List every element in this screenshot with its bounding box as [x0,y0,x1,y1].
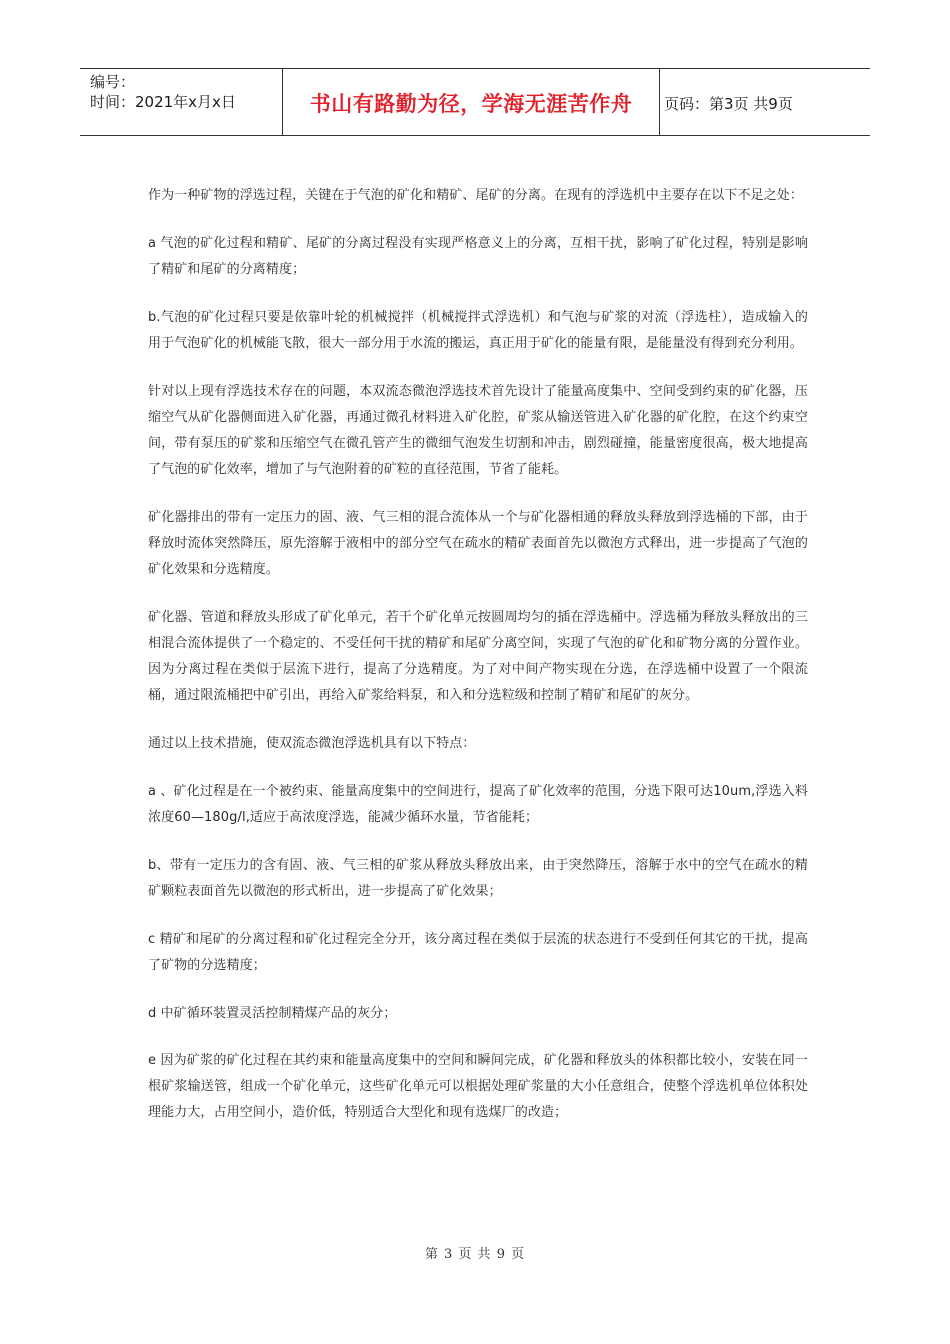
body-paragraph: b.气泡的矿化过程只要是依靠叶轮的机械搅拌（机械搅拌式浮选机）和气泡与矿浆的对流（浮选柱），造成输入的用于气泡矿化的机械能飞散，很大一部分用于水流的搬运，真正用于矿化的能量有限，是能量没有得到充分利用。 [148,310,808,351]
body-paragraph: 作为一种矿物的浮选过程，关键在于气泡的矿化和精矿、尾矿的分离。在现有的浮选机中主要存在以下不足之处： [148,188,804,203]
page-footer: 第 3 页 共 9 页 [424,1247,526,1262]
body-paragraph: d 中矿循环装置灵活控制精煤产品的灰分； [148,1006,397,1021]
body-paragraph: 矿化器排出的带有一定压力的固、液、气三相的混合流体从一个与矿化器相通的释放头释放到浮选桶的下部，由于释放时流体突然降压，原先溶解于液相中的部分空气在疏水的精矿表面首先以微泡方式释出，进一步提高了气泡的矿化效果和分选精度。 [148,510,808,577]
body-paragraph: 通过以上技术措施，使双流态微泡浮选机具有以下特点： [148,736,476,751]
header-meta-cell [80,69,282,135]
body-paragraph: 矿化器、管道和释放头形成了矿化单元，若干个矿化单元按圆周均匀的插在浮选桶中。浮选桶为释放头释放出的三相混合流体提供了一个稳定的、不受任何干扰的精矿和尾矿分离空间，实现了气泡的矿化和矿物分离的分置作业。因为分离过程在类似于层流下进行，提高了分选精度。为了对中间产物实现在分选，在浮选桶中设置了一个限流桶，通过限流桶把中矿引出，再给入矿浆给料泵，和入和分选粒级和控制了精矿和尾矿的灰分。 [148,610,808,703]
document-number-label: 编号： [90,73,136,91]
header-motto: 书山有路勤为径，学海无涯苦作舟 [309,91,633,116]
header-page-info: 页码：第3页 共9页 [664,94,793,113]
body-paragraph: a 气泡的矿化过程和精矿、尾矿的分离过程没有实现严格意义上的分离，互相干扰，影响了矿化过程，特别是影响了精矿和尾矿的分离精度； [148,236,808,277]
document-date-label: 时间：2021年x月x日 [90,93,236,111]
body-paragraph: c 精矿和尾矿的分离过程和矿化过程完全分开，该分离过程在类似于层流的状态进行不受到任何其它的干扰，提高了矿物的分选精度； [148,932,808,973]
header-motto-cell [282,69,660,135]
body-paragraph: e 因为矿浆的矿化过程在其约束和能量高度集中的空间和瞬间完成，矿化器和释放头的体积都比较小，安装在同一根矿浆输送管，组成一个矿化单元，这些矿化单元可以根据处理矿浆量的大小任意组合，使整个浮选机单位体积处理能力大，占用空间小，造价低，特别适合大型化和现有选煤厂的改造； [148,1053,808,1120]
document-body [148,183,808,1148]
body-paragraph: 针对以上现有浮选技术存在的问题，本双流态微泡浮选技术首先设计了能量高度集中、空间受到约束的矿化器，压缩空气从矿化器侧面进入矿化器，再通过微孔材料进入矿化腔，矿浆从输送管进入矿化器的矿化腔，在这个约束空间，带有泵压的矿浆和压缩空气在微孔管产生的微细气泡发生切割和冲击，剧烈碰撞，能量密度很高，极大地提高了气泡的矿化效率，增加了与气泡附着的矿粒的直径范围，节省了能耗。 [148,384,808,477]
page-header [80,68,870,136]
body-paragraph: b、带有一定压力的含有固、液、气三相的矿浆从释放头释放出来，由于突然降压，溶解于水中的空气在疏水的精矿颗粒表面首先以微泡的形式析出，进一步提高了矿化效果； [148,858,808,899]
body-paragraph: a 、矿化过程是在一个被约束、能量高度集中的空间进行，提高了矿化效率的范围，分选下限可达10um,浮选入料浓度60—180g/l,适应于高浓度浮选，能减少循环水量，节省能耗； [148,784,808,825]
header-page-cell [660,69,870,135]
